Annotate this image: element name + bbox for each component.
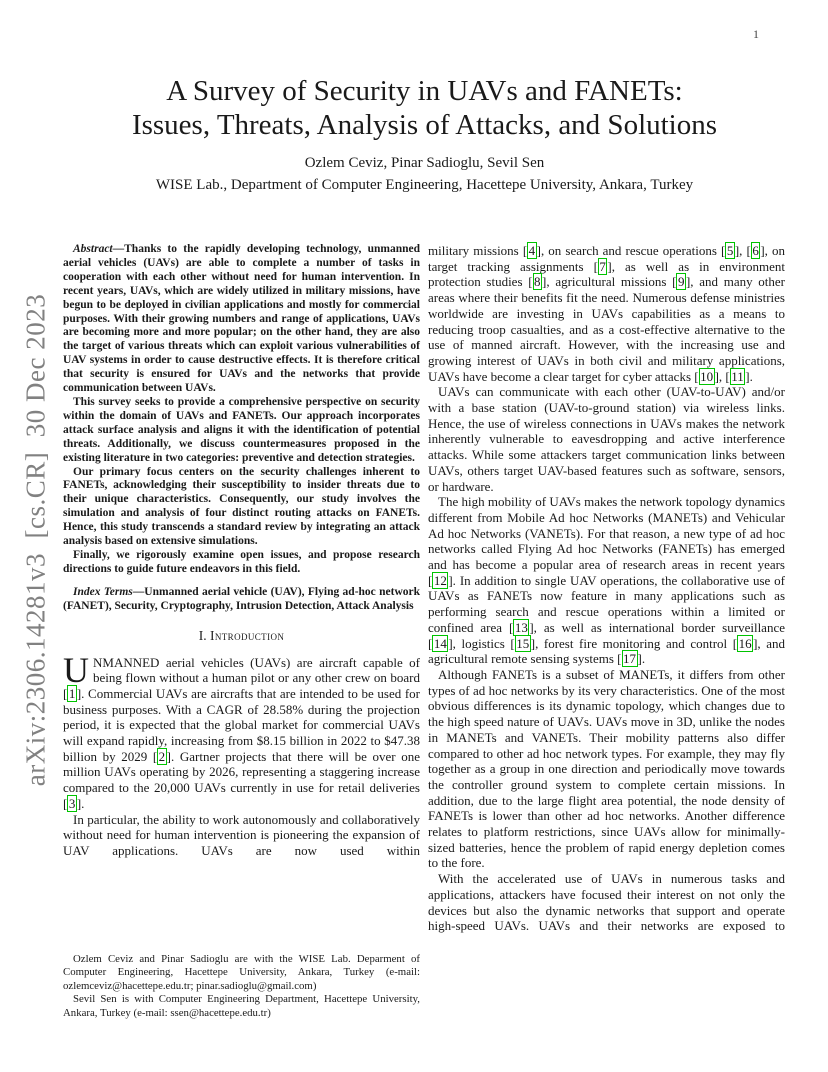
authors-line: Ozlem Ceviz, Pinar Sadioglu, Sevil Sen bbox=[304, 155, 545, 171]
citation-link[interactable]: 8 bbox=[534, 274, 541, 290]
abstract-lead: Abstract bbox=[73, 243, 113, 255]
citation-link[interactable]: 17 bbox=[623, 651, 637, 667]
section-number: I. bbox=[198, 627, 207, 643]
section-heading-introduction bbox=[63, 628, 420, 644]
citation-link[interactable]: 6 bbox=[752, 243, 759, 258]
citation-link[interactable]: 13 bbox=[514, 619, 528, 635]
paper-title-line1: A Survey of Security in UAVs and FANETs: bbox=[166, 75, 683, 107]
citation-link[interactable]: 2 bbox=[158, 748, 166, 764]
dropcap-letter: U bbox=[63, 649, 89, 690]
paper-title bbox=[63, 74, 786, 142]
citation-link[interactable]: 3 bbox=[68, 795, 76, 811]
citation-link[interactable]: 16 bbox=[738, 635, 752, 651]
citation-link[interactable]: 7 bbox=[599, 258, 606, 274]
intro-paragraph-2: In particular, the ability to work autonomously and collaboratively without need for human intervention is pioneering the expansion of UAV applications. UAVs are now used within bbox=[63, 811, 420, 858]
affiliation-line: WISE Lab., Department of Computer Engineering, Hacettepe University, Ankara, Turkey bbox=[155, 177, 694, 193]
arxiv-watermark: arXiv:2306.14281v3 [cs.CR] 30 Dec 2023 bbox=[20, 293, 51, 787]
right-column bbox=[428, 243, 785, 934]
index-terms-lead: Index Terms bbox=[73, 585, 133, 598]
paper-header bbox=[63, 74, 786, 194]
abstract-paragraph-4: Finally, we rigorously examine open issues, and propose research directions to guide future endeavors in this field. bbox=[63, 548, 420, 575]
section-title: Introduction bbox=[209, 627, 285, 643]
citation-link[interactable]: 4 bbox=[528, 243, 536, 258]
citation-link[interactable]: 14 bbox=[433, 635, 447, 651]
paper-title-line2: Issues, Threats, Analysis of Attacks, and Solutions bbox=[131, 109, 718, 141]
author-footnote bbox=[63, 953, 420, 1020]
citation-link[interactable]: 12 bbox=[433, 572, 447, 588]
index-terms: Index Terms—Unmanned aerial vehicle (UAV), Flying ad-hoc network (FANET), Security, Cryptography, Intrusion Detection, Attack Analysis bbox=[63, 585, 421, 612]
footnote-paragraph-1: Ozlem Ceviz and Pinar Sadioglu are with the WISE Lab. Deparment of Computer Engineering, Hacettepe University, Ankara, Turkey (e-mail: ozlemceviz@hacettepe.edu.tr; pinar.sadioglu@gmail.com) bbox=[63, 953, 420, 992]
page-number: 1 bbox=[753, 27, 759, 41]
citation-link[interactable]: 11 bbox=[731, 368, 744, 384]
citation-link[interactable]: 15 bbox=[516, 635, 530, 651]
right-paragraph-1: military missions [ 4 ], on search and rescue operations [ 5 ], [ 6 ], on target tracking assignments [ 7 ], as well as in environment protection studies [ 8 ], agricultural missions [ 9 ], and many other areas where their benefits fit the need. Numerous defense ministries worldwide are investing in UAVs capabilities as a means to reducing troop casualties, and as a cost-effective alternative to the use of manned aircraft. However, with the increasing use and growing interest of UAVs in both civil and military applications, UAVs have become a clear target for cyber attacks [ 10 ], [ 11 ]. bbox=[428, 243, 785, 384]
right-paragraph-4: Although FANETs is a subset of MANETs, it differs from other types of ad hoc networks by its very characteristics. One of the most obvious differences is its dynamic topology, which changes due to the high speed nature of UAVs. UAVs move in 3D, unlike the nodes in MANETs and VANETs. Their mobility patterns also differ compared to other ad hoc network types. For example, they may fly together as a group in one direction and periodically move towards the controller ground system to complete certain missions. In addition, due to the large flight area potential, the node density of FANETs is lower than other ad hoc networks. Another difference relates to platform restrictions, since UAVs allow for minimally-sized batteries, hence the problem of rapid energy depletion comes to the fore. bbox=[428, 666, 785, 871]
intro-paragraph-1: UNMANNED aerial vehicles (UAVs) are aircraft capable of being flown without a human pilot or any other crew on board [ 1 ]. Commercial UAVs are aircrafts that are intended to be used for business purposes. With a CAGR of 28.58% during the projection period, it is expected that the global market for commercial UAVs will expand rapidly, increasing from $8.15 billion in 2022 to $47.38 billion by 2029 [ 2 ]. Gartner projects that there will be over one million UAVs operating by 2026, representing a staggering increase compared to the 20,000 UAVs currently in use for retail deliveries [ 3 ]. bbox=[63, 649, 420, 811]
citation-link[interactable]: 1 bbox=[68, 685, 76, 701]
abstract-paragraph-2: This survey seeks to provide a comprehensive perspective on security within the domain of UAVs and FANETs. Our approach incorporates attack surface analysis and aligns it with the identification of potential threats. Additionally, we discuss countermeasures proposed in the existing literature in two categories: preventive and detection strategies. bbox=[63, 395, 420, 464]
citation-link[interactable]: 5 bbox=[726, 243, 734, 258]
right-paragraph-3: The high mobility of UAVs makes the network topology dynamics different from Mobile Ad hoc Networks (MANETs) and Vehicular Ad hoc Networks (VANETs). For that reason, a new type of ad hoc networks called Flying Ad hoc Networks (FANETs) has emerged and has become a popular area of research areas in recent years [ 12 ]. In addition to single UAV operations, the collaborative use of UAVs as FANETs now feature in many applications such as performing search and rescue operations within a limited or confined area [ 13 ], as well as international border surveillance [ 14 ], logistics [ 15 ], forest fire monitoring and control [ 16 ], and agricultural remote sensing systems [ 17 ]. bbox=[428, 494, 785, 667]
citation-link[interactable]: 9 bbox=[677, 274, 685, 290]
right-paragraph-5: With the accelerated use of UAVs in numerous tasks and applications, attackers have focused their interest on not only the devices but also the dynamic networks that support and operate high-speed UAVs. UAVs and their networks are exposed to bbox=[428, 871, 785, 934]
abstract-paragraph-3: Our primary focus centers on the security challenges inherent to FANETs, acknowledging their susceptibility to insider threats due to their unique characteristics. Consequently, our study involves the simulation and analysis of four distinct routing attacks on FANETs. Hence, this study transcends a standard review by integrating an attack analysis based on extensive simulations. bbox=[63, 465, 420, 548]
abstract-paragraph-1: Abstract—Thanks to the rapidly developing technology, unmanned aerial vehicles (UAVs) are able to complete a number of tasks in cooperation with each other without need for human intervention. In recent years, UAVs, which are widely utilized in military missions, have begun to be deployed in civilian applications and mostly for commercial purposes. With their growing numbers and range of applications, UAVs are becoming more and more popular; on the other hand, they are also the target of various threats which can exploit various vulnerabilities of UAV systems in order to cause destructive effects. It is therefore critical that security is ensured for UAVs and the networks that provide communication between UAVs. bbox=[63, 243, 420, 395]
left-column bbox=[63, 243, 420, 859]
citation-link[interactable]: 10 bbox=[700, 368, 714, 384]
right-paragraph-2: UAVs can communicate with each other (UAV-to-UAV) and/or with a base station (UAV-to-ground station) via wireless links. Hence, the use of wireless connections in UAVs makes the network inherently vulnerable to eavesdropping and active interference attacks. While some attackers target communication links between UAVs, others target UAV-based features such as software, sensors, or hardware. bbox=[428, 384, 785, 494]
footnote-paragraph-2: Sevil Sen is with Computer Engineering Department, Hacettepe University, Ankara, Turkey (e-mail: ssen@hacettepe.edu.tr) bbox=[63, 993, 420, 1019]
